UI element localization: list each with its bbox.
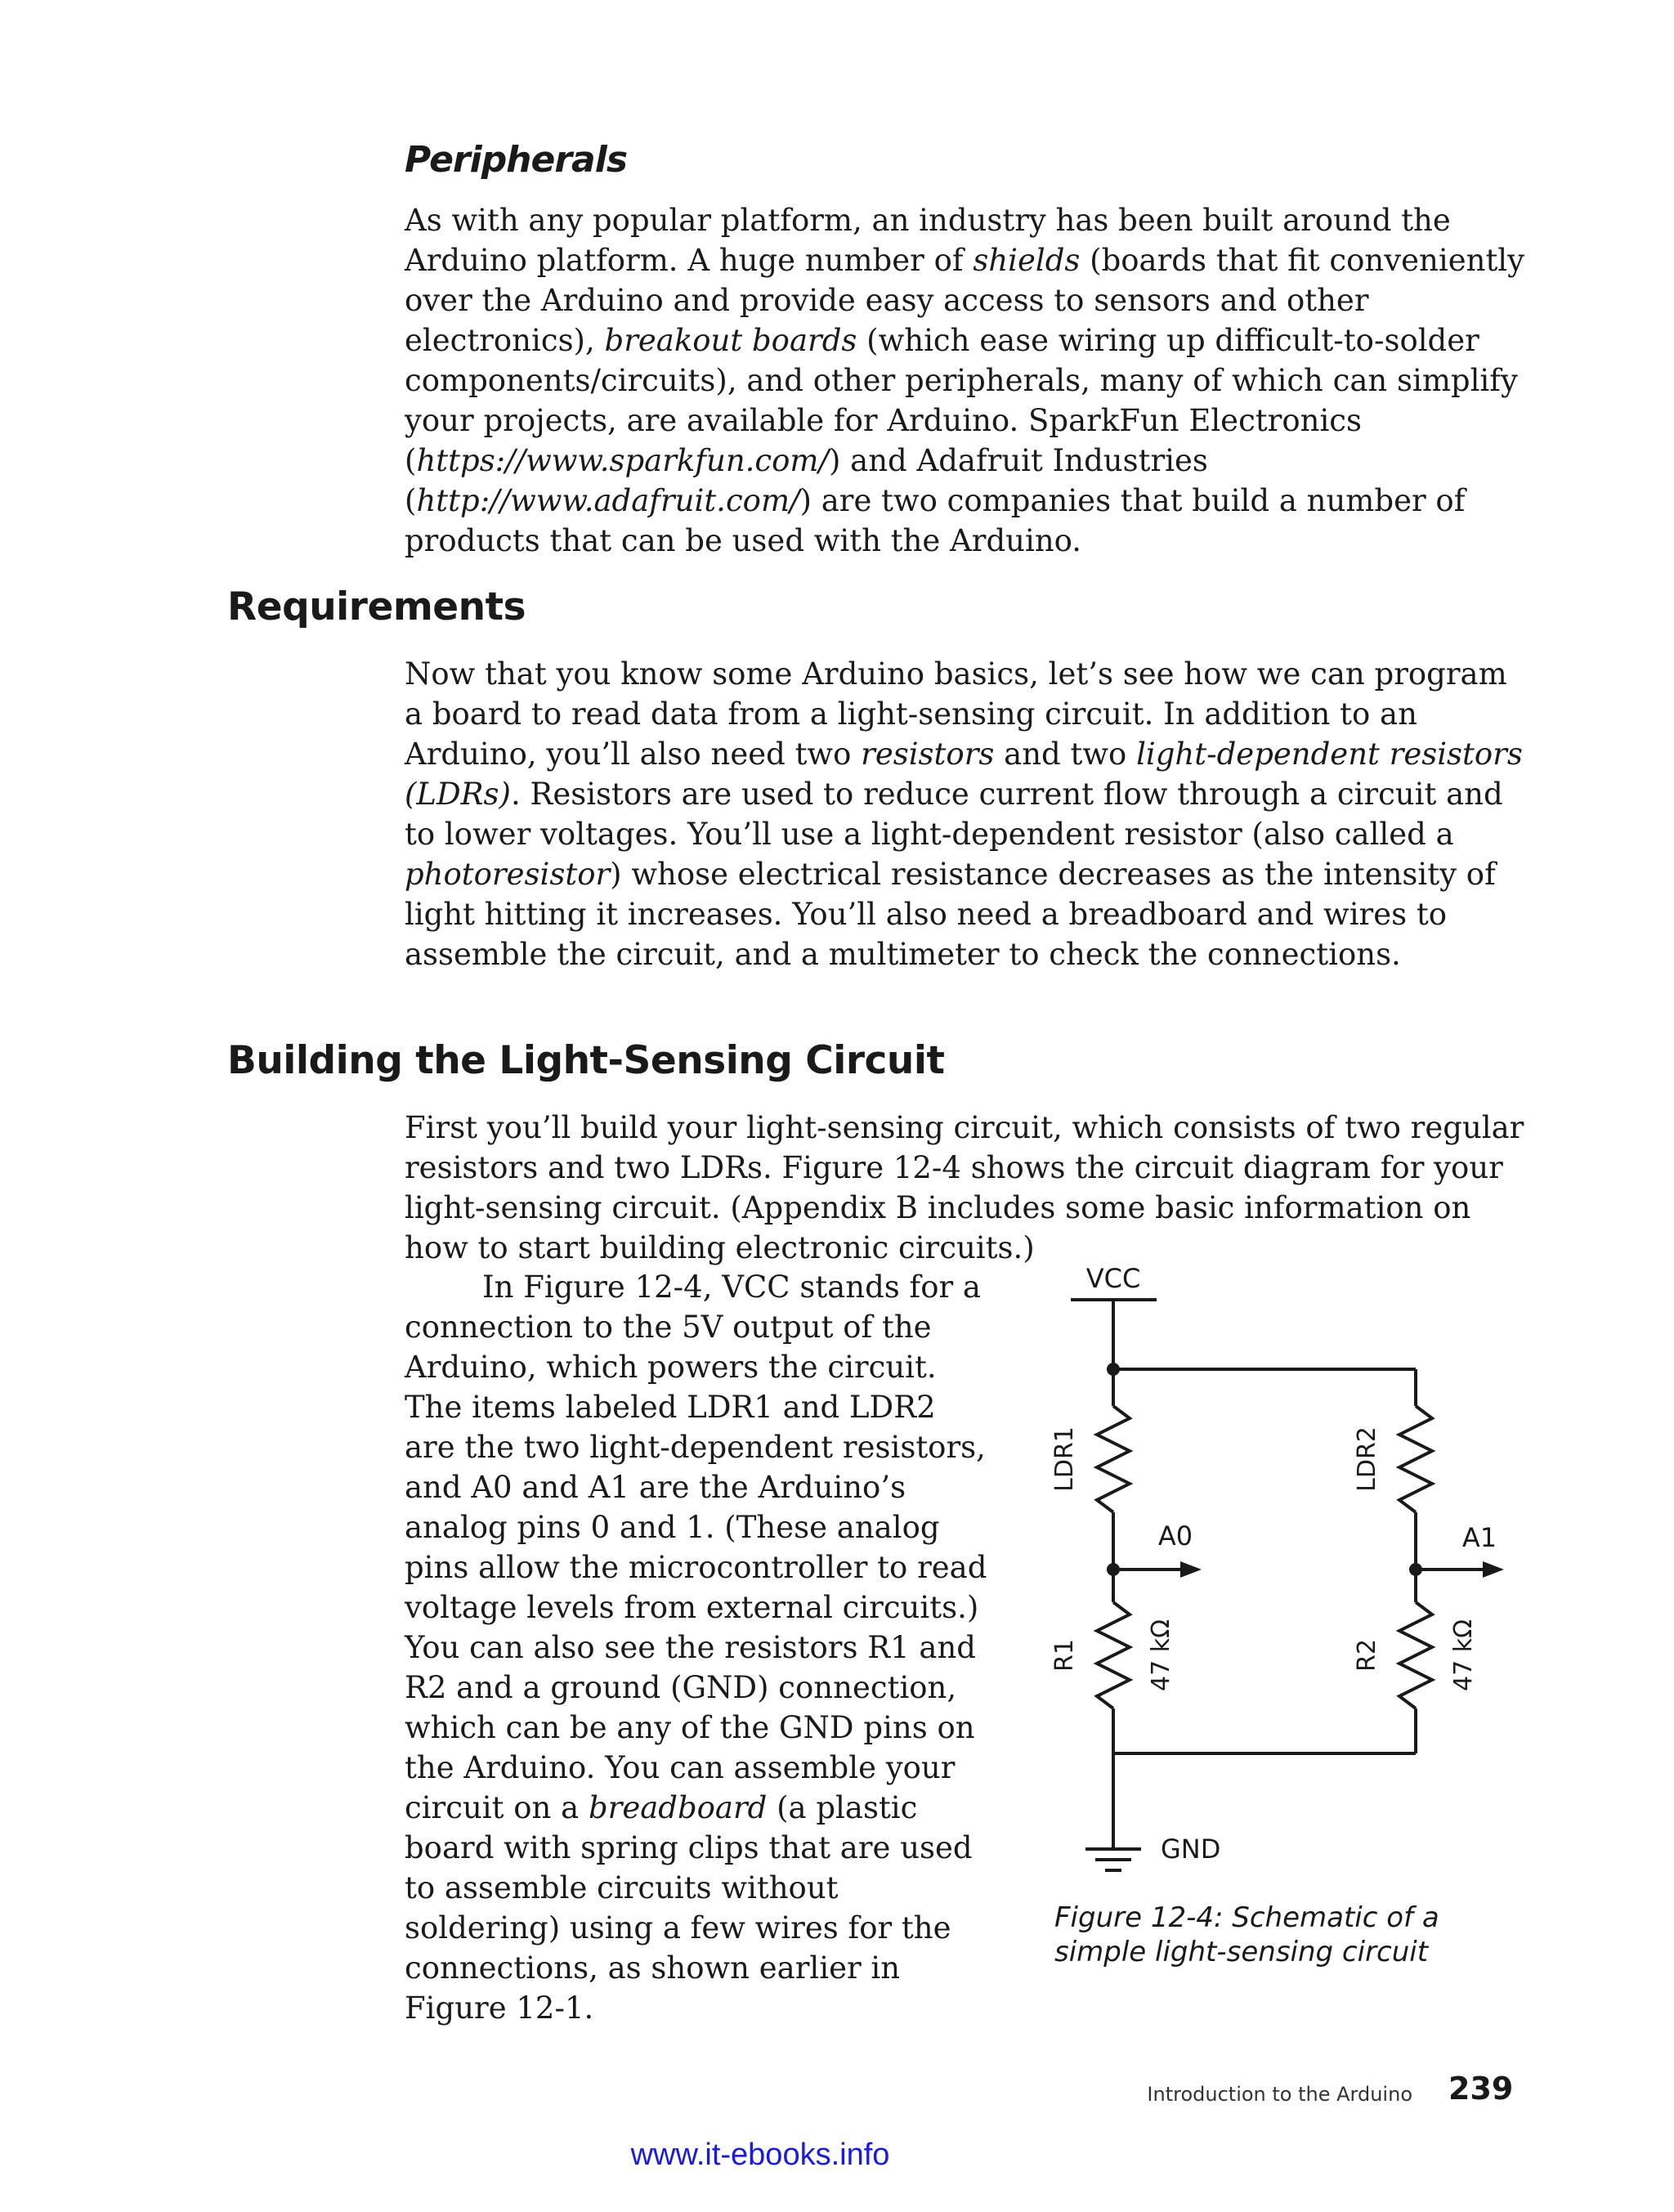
section-heading-building: Building the Light-Sensing Circuit: [227, 1038, 945, 1083]
gnd-label: GND: [1161, 1834, 1221, 1865]
a0-label: A0: [1157, 1520, 1193, 1552]
section-heading-peripherals: Peripherals: [405, 139, 628, 181]
sparkfun-link[interactable]: https://www.sparkfun.com/: [416, 443, 829, 478]
a1-arrow: [1483, 1561, 1504, 1578]
watermark-link[interactable]: www.it-ebooks.info: [630, 2138, 890, 2172]
a0-arrow: [1180, 1561, 1202, 1578]
a1-label: A1: [1461, 1522, 1497, 1553]
a1-junction: [1409, 1563, 1422, 1576]
r2-resistor: [1399, 1602, 1432, 1708]
peripherals-paragraph: As with any popular platform, an industry has been built around the Arduino platform. A huge number of shields (boards that fit conveniently over the Arduino and provide easy access to sensors and other electronics), breakout boards (which ease wiring up difficult-to-solder components/circuits), and other peripherals, many of which can simplify your projects, are available for Arduino. SparkFun Electronics (https://www.sparkfun.com/) and Adafruit Industries (http://www.adafruit.com/) are two companies that build a number of products that can be used with the Arduino.: [405, 203, 1525, 558]
r1-resistor: [1097, 1602, 1130, 1708]
running-footer: Introduction to the Arduino: [1147, 2083, 1412, 2106]
requirements-paragraph: Now that you know some Arduino basics, let’s see how we can program a board to read data from a light-sensing circuit. In addition to an Arduino, you’ll also need two resistors and two light-dependent resistors (LDRs). Resistors are used to reduce current flow through a circuit and to lower voltages. You’ll use a light-dependent resistor (also called a photoresistor) whose electrical resistance decreases as the intensity of light hitting it increases. You’ll also need a breadboard and wires to assemble the circuit, and a multimeter to check the connections.: [405, 656, 1523, 972]
light-sensing-schematic: [1038, 1251, 1529, 1880]
page-number: 239: [1448, 2071, 1514, 2107]
r2-value-label: 47 kΩ: [1449, 1619, 1478, 1692]
figure-caption: Figure 12-4: Schematic of a simple light-sensing circuit: [1054, 1901, 1439, 1968]
building-paragraph-2: In Figure 12-4, VCC stands for a connection to the 5V output of the Arduino, which powers the circuit. The items labeled LDR1 and LDR2 are the two light-dependent resistors, and A0 and A1 are the Arduino’s analog pins 0 and 1. (These analog pins allow the microcontroller to read voltage levels from external circuits.) You can also see the resistors R1 and R2 and a ground (GND) connection, which can be any of the GND pins on the Arduino. You can assemble your circuit on a breadboard (a plastic board with spring clips that are used to assemble circuits without soldering) using a few wires for the connections, as shown earlier in Figure 12-1.: [405, 1269, 987, 2026]
vcc-label: VCC: [1085, 1263, 1141, 1294]
ldr1-label: LDR1: [1050, 1426, 1079, 1492]
ldr2-label: LDR2: [1353, 1426, 1381, 1492]
ldr1-resistor: [1097, 1406, 1130, 1512]
vcc-junction: [1107, 1363, 1120, 1376]
r1-label: R1: [1050, 1639, 1079, 1672]
a0-junction: [1107, 1563, 1120, 1576]
building-paragraph-1: First you’ll build your light-sensing circuit, which consists of two regular resistors and two LDRs. Figure 12-4 shows the circuit diagram for your light-sensing circuit. (Appendix B includes some basic information on how to start building electronic circuits.): [405, 1110, 1524, 1265]
r1-value-label: 47 kΩ: [1147, 1619, 1175, 1692]
r2-label: R2: [1353, 1639, 1381, 1672]
section-heading-requirements: Requirements: [227, 584, 526, 629]
adafruit-link[interactable]: http://www.adafruit.com/: [416, 483, 800, 518]
ldr2-resistor: [1399, 1406, 1432, 1512]
